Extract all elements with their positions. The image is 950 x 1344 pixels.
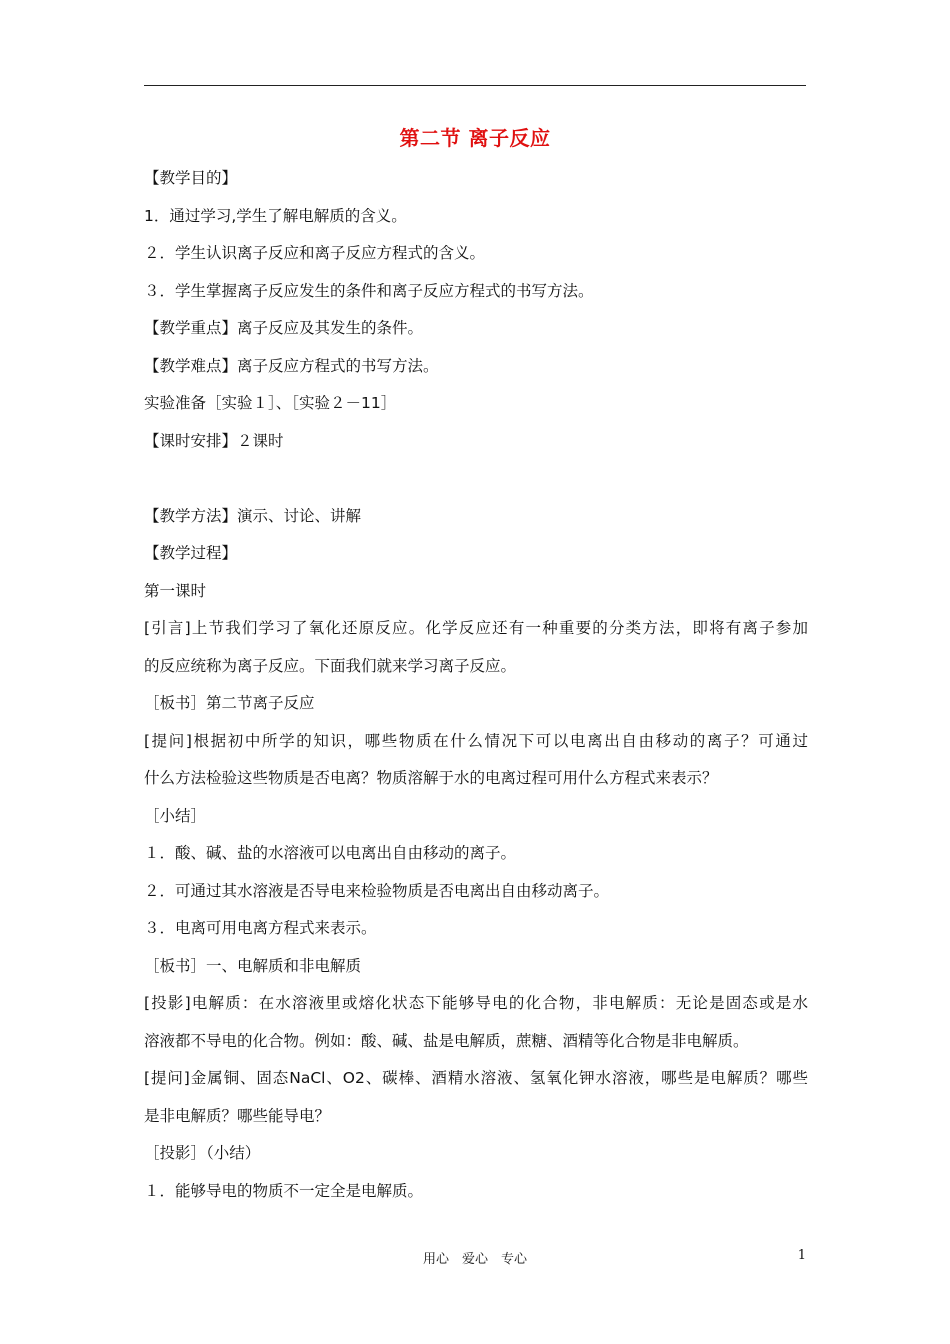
header-rule	[144, 85, 806, 86]
objective-item: ２．学生认识离子反应和离子反应方程式的含义。	[144, 244, 486, 262]
summary-item: ３．电离可用电离方程式来表示。	[144, 919, 377, 937]
board-note: ［板书］一、电解质和非电解质	[144, 956, 362, 975]
paragraph-line: [提问]根据初中所学的知识，哪些物质在什么情况下可以电离出自由移动的离子？可通过	[144, 731, 808, 750]
paragraph-line: 的反应统称为离子反应。下面我们就来学习离子反应。	[144, 656, 517, 675]
page-number: 1	[797, 1248, 806, 1263]
summary-item: １．能够导电的物质不一定全是电解质。	[144, 1181, 424, 1200]
summary-label: ［小结］	[144, 806, 207, 825]
page-title: 第二节 离子反应	[399, 126, 551, 150]
blank-line	[144, 460, 808, 498]
paragraph-line: [提问]金属铜、固态NaCl、O2、碳棒、酒精水溶液、氢氧化钾水溶液，哪些是电解质？哪些	[144, 1069, 808, 1087]
experiment-preparation: 实验准备［实验１］、［实验２－11］	[144, 394, 397, 412]
objective-item: ３．学生掌握离子反应发生的条件和离子反应方程式的书写方法。	[144, 281, 594, 300]
paragraph-line: [投影]电解质：在水溶液里或熔化状态下能够导电的化合物，非电解质：无论是固态或是水	[144, 994, 808, 1012]
paragraph-line: 什么方法检验这些物质是否电离？物质溶解于水的电离过程可用什么方程式来表示？	[144, 769, 718, 787]
summary-item: １．酸、碱、盐的水溶液可以电离出自由移动的离子。	[144, 844, 517, 862]
paragraph-line: 是非电解质？哪些能导电？	[144, 1106, 331, 1125]
paragraph-line: 溶液都不导电的化合物。例如：酸、碱、盐是电解质，蔗糖、酒精等化合物是非电解质。	[144, 1031, 749, 1050]
teaching-methods: 【教学方法】演示、讨论、讲解	[144, 506, 362, 525]
projection-summary-label: ［投影］（小结）	[144, 1144, 261, 1162]
paragraph-line: [引言]上节我们学习了氧化还原反应。化学反应还有一种重要的分类方法，即将有离子参加	[144, 619, 808, 637]
teaching-difficulty: 【教学难点】离子反应方程式的书写方法。	[144, 356, 439, 375]
footer-motto: 用心 爱心 专心	[422, 1252, 527, 1267]
section-heading-process: 【教学过程】	[144, 544, 238, 562]
board-note: ［板书］第二节离子反应	[144, 694, 315, 712]
teaching-focus: 【教学重点】离子反应及其发生的条件。	[144, 319, 424, 337]
lesson-label: 第一课时	[144, 581, 207, 600]
document-body	[144, 160, 808, 1210]
objective-item: 1．通过学习,学生了解电解质的含义。	[144, 206, 407, 225]
section-heading-objectives: 【教学目的】	[144, 169, 238, 187]
class-schedule: 【课时安排】２课时	[144, 431, 284, 450]
summary-item: ２．可通过其水溶液是否导电来检验物质是否电离出自由移动离子。	[144, 881, 610, 900]
